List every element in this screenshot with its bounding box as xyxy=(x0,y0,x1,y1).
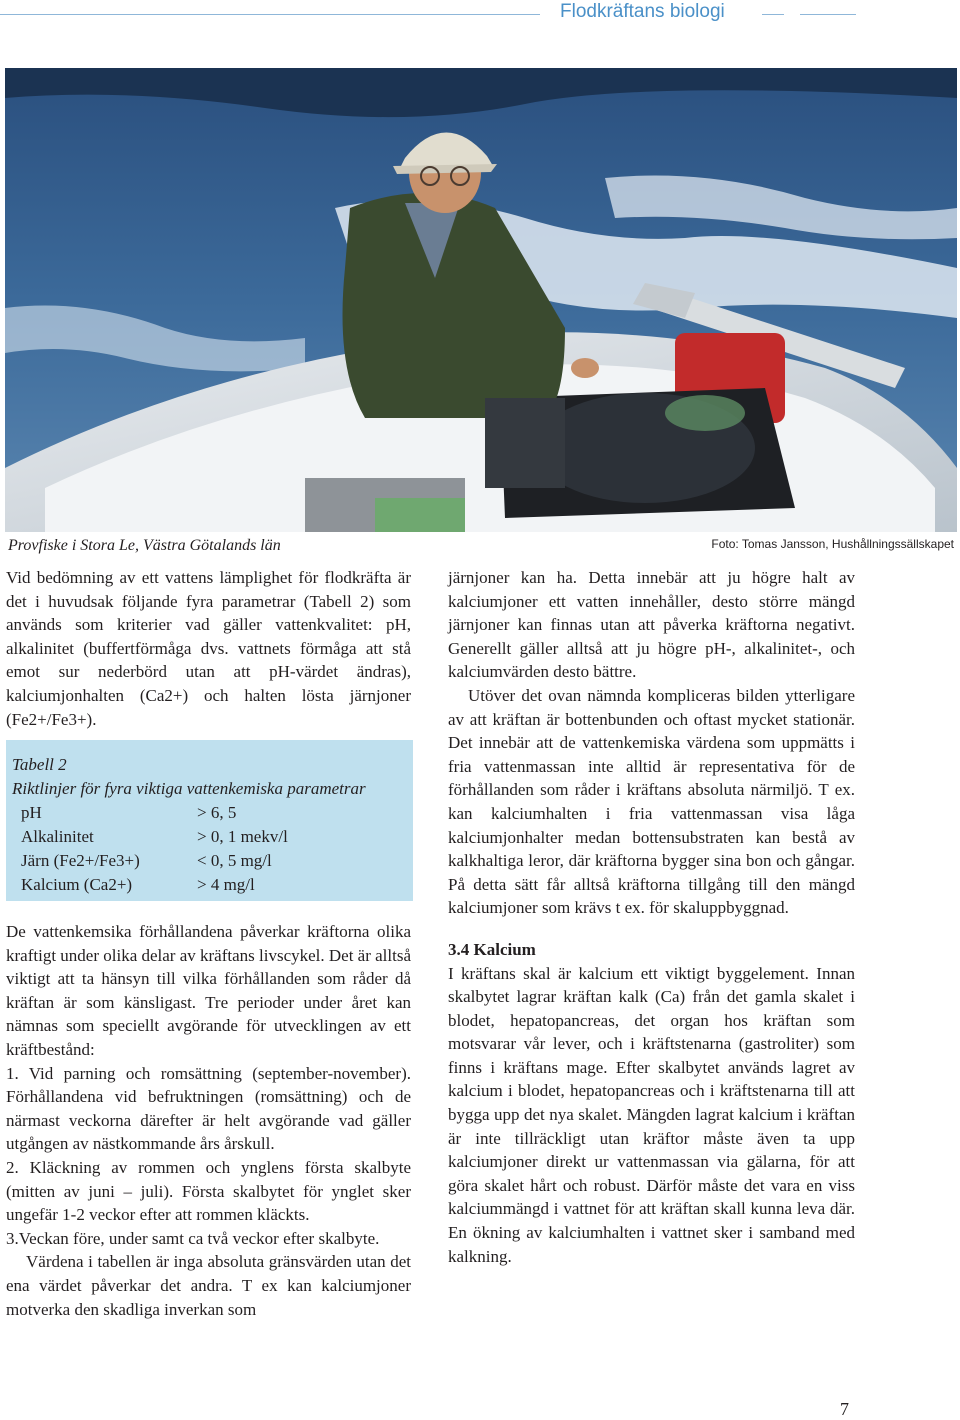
paragraph: järnjoner kan ha. Detta innebär att ju högre halt av kalciumjoner ett vatten innehåller, desto större mängd järnjoner kan finnas utan att påverka kräftorna negativt. Generellt gäller alltså att ju högre pH-, alkalinitet-, och kalciumvärden desto bättre. xyxy=(448,568,855,682)
paragraph: 3.Veckan före, under samt ca två veckor efter skalbyte. xyxy=(6,1228,380,1248)
left-lead-paragraph xyxy=(6,566,411,731)
boat-photo xyxy=(5,68,957,532)
param-value: > 6, 5 xyxy=(197,803,237,822)
table-2 xyxy=(6,740,413,901)
table-subtitle: Riktlinjer för fyra viktiga vattenkemiska parametrar xyxy=(12,779,366,798)
param-value: > 4 mg/l xyxy=(197,875,255,894)
header-rule-right xyxy=(800,14,856,15)
paragraph: De vattenkemsika förhållandena påverkar kräftorna olika kraftigt under olika delar av kräftans livscykel. Det är alltså viktigt att ta hänsyn till vilka förhållanden som råder då kräftan är som känsligast. Tre perioder under året kan nämnas som speciellt avgörande för utvecklingen av ett kräftbestånd: xyxy=(6,922,412,1059)
header-rule-left xyxy=(0,14,540,15)
right-column xyxy=(448,566,855,1268)
paragraph: I kräftans skal är kalcium ett viktigt byggelement. Innan skalbytet lagrar kräftan kalk (Ca) från det gamla skalet i blodet, hepatopancreas, det organ hos kräftan som motsvarar vår lever, och i kräftstenarna (gastroliter) som finns i kräftans mage. Efter skalbytet används lagret av kalcium i blodet, hepatopancreas och i kräftstenarna till att bygga upp det nya skalet. Mängden lagrat kalcium i kräftan är inte tillräckligt utan kräftor måste även ta upp kalciumjoner direkt ur vattenmassan via gälarna, för att göra skalet hårt och robust. Därför måste det vara en viss kalciummängd i vattnet för att kräftan skall kunna leva där. En ökning av kalciumhalten i vattnet sker i samband med kalkning. xyxy=(448,963,855,1266)
paragraph: Värdena i tabellen är inga absoluta gränsvärden utan det ena värdet påverkar det andra. T ex kan kalciumjoner motverka den skadliga inverkan som xyxy=(6,1252,411,1319)
running-title: Flodkräftans biologi xyxy=(560,1,725,22)
param-label: Kalcium (Ca2+) xyxy=(21,875,133,894)
paragraph: 2. Kläckning av rommen och ynglens första skalbyte (mitten av juni – juli). Första skalbytet för ynglet sker ungefär 1-2 veckor efter att rommen kläckts. xyxy=(6,1157,411,1225)
lead-text: Vid bedömning av ett vattens lämplighet för flodkräfta är det i huvudsak följande fyra parametrar (Tabell 2) som används som kriterier vad gäller vattenkvalitet: pH, alkalinitet (buffertförmåga dvs. vattnets förmåga att stå emot sur nederbörd utan att pH-värdet ändras), kalciumjonhalten (Ca2+) och halten lösta järnjoner (Fe2+/Fe3+). xyxy=(6,568,411,729)
table-title: Tabell 2 xyxy=(12,755,67,774)
header-rule-right-short xyxy=(762,14,784,15)
left-body-column xyxy=(6,920,411,1321)
paragraph: 1. Vid parning och romsättning (september-november). Förhållandena vid befruktningen (romsättning) och de närmast veckorna därefter är helt avgörande vad gäller utgången av nästkommande års årskull. xyxy=(6,1063,411,1154)
param-label: Alkalinitet xyxy=(21,827,94,846)
section-gap xyxy=(448,920,855,938)
param-value: > 0, 1 mekv/l xyxy=(197,827,288,846)
param-label: Järn (Fe2+/Fe3+) xyxy=(21,851,140,870)
running-header xyxy=(0,0,960,30)
page-number: 7 xyxy=(840,1399,849,1419)
photo-credit: Foto: Tomas Jansson, Hushållningssällskapet xyxy=(711,537,954,551)
paragraph: Utöver det ovan nämnda kompliceras bilden ytterligare av att kräftan är bottenbunden och oftast mycket stationär. Det innebär att de vattenkemiska värdena som uppmätts i fria vattenmassan inte alltid är representativa för de förhållanden som råder i kräftans absoluta närmiljö. T ex. kan kalciumhalten i fria vattenmassan visa låga kalciumjonhalter medan bottensubstraten kan bestå av kalkhaltiga leror, där kräftorna bygger sina bon och gångar. På detta sätt får alltså kräftorna tillgång till den mängd kalciumjoner som krävs t ex. för skaluppbyggnad. xyxy=(448,685,855,918)
photo-caption: Provfiske i Stora Le, Västra Götalands län xyxy=(8,537,281,554)
param-value: < 0, 5 mg/l xyxy=(197,851,272,870)
param-label: pH xyxy=(21,803,42,822)
boat-photo-illustration xyxy=(5,68,957,532)
section-heading: 3.4 Kalcium xyxy=(448,939,536,959)
